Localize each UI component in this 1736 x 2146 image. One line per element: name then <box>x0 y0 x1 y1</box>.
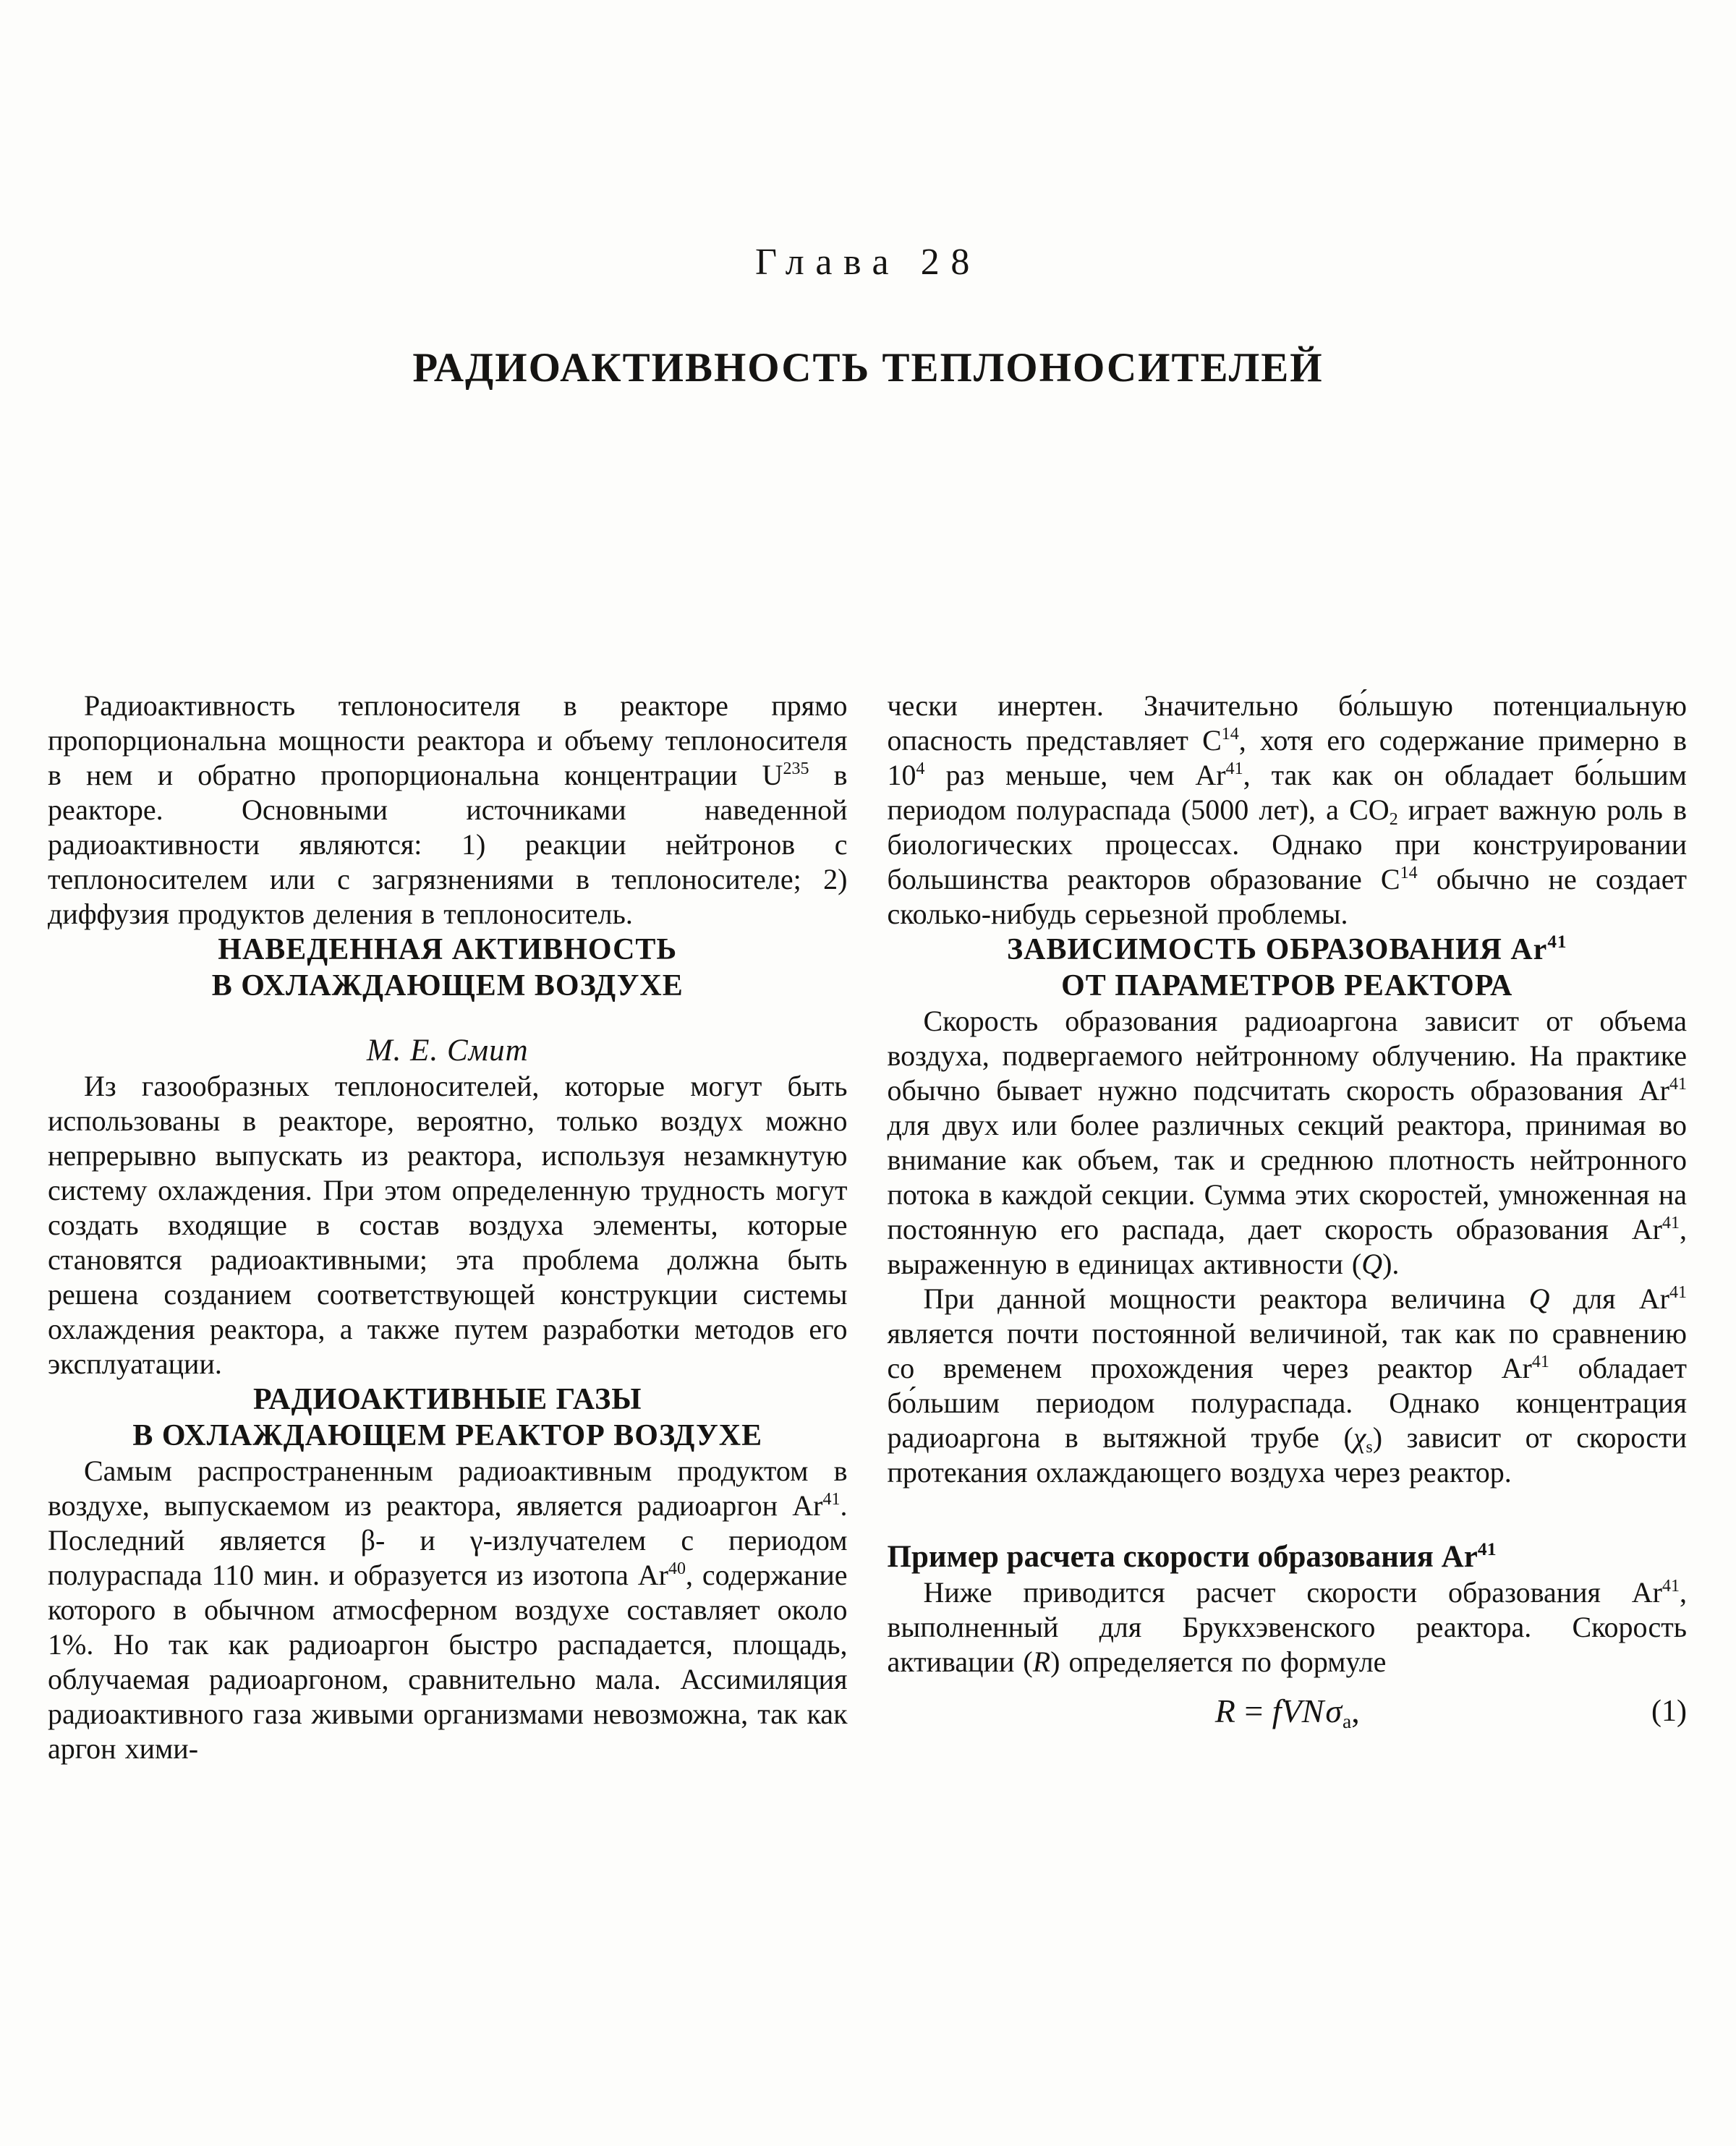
paragraph: Самым распространенным радиоактивным продуктом в воздухе, выпускаемом из реактора, является радиоаргон Ar$^{41}$. Последний является β- и γ-излучателем с периодом полураспада 110 мин. и образуется из изотопа Ar$^{40}$, содержание которого в обычном атмосферном воздухе составляет около 1%. Но так как радиоаргон быстро распадается, площадь, облучаемая радиоаргоном, сравнительно мала. Ассимиляция радиоактивного газа живыми организмами невозможна, так как аргон хими- <box>48 1455 848 1765</box>
heading-line: РАДИОАКТИВНЫЕ ГАЗЫ <box>252 1383 642 1416</box>
heading-line: В ОХЛАЖДАЮЩЕМ ВОЗДУХЕ <box>211 969 684 1002</box>
section-heading-induced-activity <box>48 932 848 1004</box>
paragraph: Ниже приводится расчет скорости образования Ar$^{41}$, выполненный для Брукхэвенского реактора. Скорость активации (R) определяется по формуле <box>887 1576 1687 1678</box>
right-column <box>888 689 1688 1766</box>
text-columns <box>0 689 1736 1766</box>
heading-line: ЗАВИСИМОСТЬ ОБРАЗОВАНИЯ Ar$^{41}$ <box>1007 932 1567 966</box>
heading-line: НАВЕДЕННАЯ АКТИВНОСТЬ <box>218 933 678 966</box>
heading-line: ОТ ПАРАМЕТРОВ РЕАКТОРА <box>1061 969 1513 1002</box>
author-name: М. Е. Смит <box>366 1034 529 1068</box>
chapter-label: Глава 28 <box>755 242 981 283</box>
paragraph: При данной мощности реактора величина Q для Ar$^{41}$ является почти постоянной величиной, так как по сравнению со временем прохождения через реактор Ar$^{41}$ обладает бо́льшим периодом полураспада. Однако концентрация радиоаргона в вытяжной трубе $(\chi_s)$ зависит от скорости протекания охлаждающего воздуха через реактор. <box>887 1282 1688 1489</box>
paragraph: Из газообразных теплоносителей, которые могут быть использованы в реакторе, вероятно, только воздух можно непрерывно выпускать из реактора, используя незамкнутую систему охлаждения. При этом определенную трудность могут создать входящие в состав воздуха элементы, которые становятся радиоактивными; эта проблема должна быть решена созданием соответствующей конструкции системы охлаждения реактора, а также путем разработки методов его эксплуатации. <box>48 1070 848 1380</box>
section-heading-ar41-dependence <box>888 932 1688 1004</box>
left-column <box>48 689 848 1766</box>
example-subheading: Пример расчета скорости образования Ar$^{41}$ <box>887 1538 1497 1574</box>
heading-line: В ОХЛАЖДАЮЩЕМ РЕАКТОР ВОЗДУХЕ <box>132 1419 763 1452</box>
paragraph: Скорость образования радиоаргона зависит от объема воздуха, подвергаемого нейтронному облучению. На практике обычно бывает нужно подсчитать скорость образования Ar$^{41}$ для двух или более различных секций реактора, принимая во внимание как объем, так и среднюю плотность нейтронного потока в каждой секции. Сумма этих скоростей, умноженная на постоянную его распада, дает скорость образования Ar$^{41}$, выраженную в единицах активности (Q). <box>887 1005 1687 1280</box>
page-title: РАДИОАКТИВНОСТЬ ТЕПЛОНОСИТЕЛЕЙ <box>412 345 1324 391</box>
equation-number: (1) <box>1651 1695 1687 1728</box>
formula-block <box>888 1690 1688 1733</box>
section-heading-radioactive-gases <box>48 1381 848 1454</box>
intro-paragraph: Радиоактивность теплоносителя в реакторе прямо пропорциональна мощности реактора и объему теплоносителя в нем и обратно пропорциональна концентрации $U^{235}$ в реакторе. Основными источниками наведенной радиоактивности являются: 1) реакции нейтронов с теплоносителем или с загрязнениями в теплоносителе; 2) диффузия продуктов деления в теплоноситель. <box>48 689 848 930</box>
continuation-paragraph: чески инертен. Значительно бо́льшую потенциальную опасность представляет $C^{14}$, хотя его содержание примерно в $10^4$ раз меньше, чем Ar$^{41}$, так как он обладает бо́льшим периодом полураспада (5000 лет), а $CO_2$ играет важную роль в биологических процессах. Однако при конструировании большинства реакторов образование $C^{14}$ обычно не создает сколько-нибудь серьезной проблемы. <box>887 689 1687 930</box>
activation-rate-formula: R = fVNσ$_a$, <box>1214 1692 1360 1732</box>
